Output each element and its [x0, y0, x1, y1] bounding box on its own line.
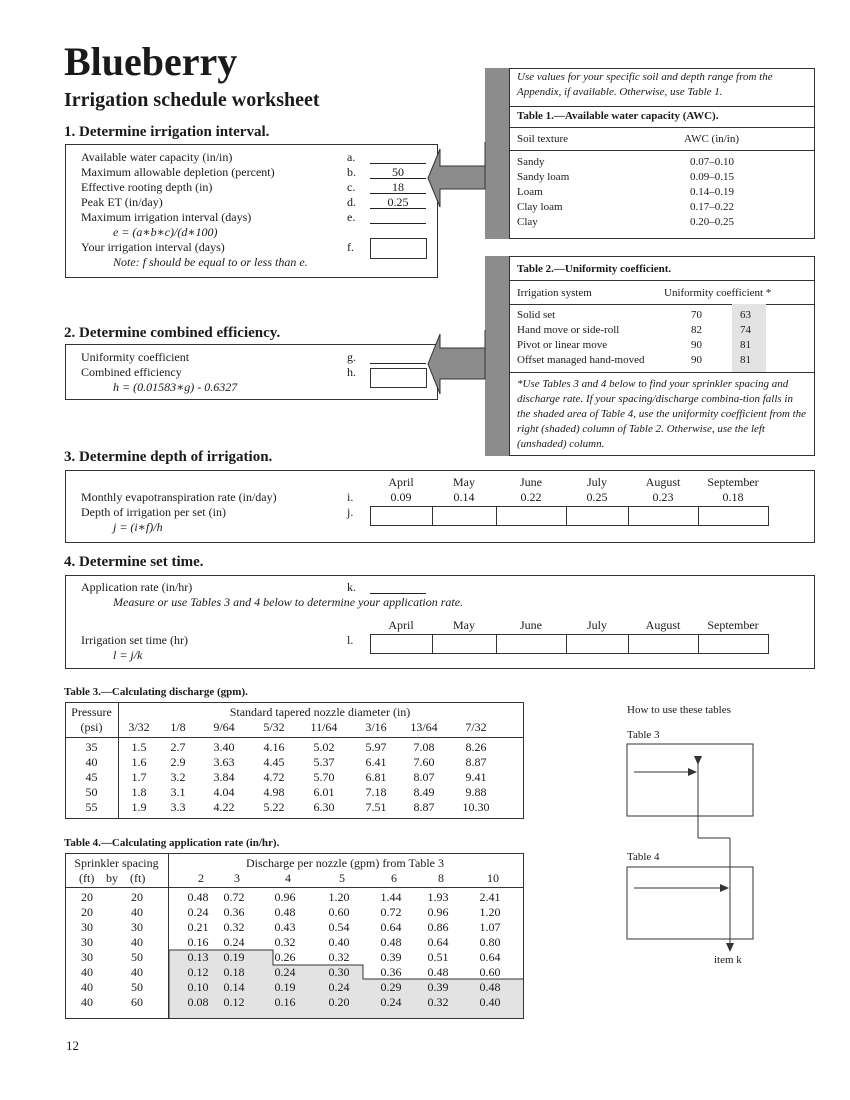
table3-cell: 9.41 [465, 770, 487, 784]
table3-cell: 5.22 [263, 800, 285, 814]
awc-letter: a. [347, 150, 356, 164]
et-value-june: 0.22 [520, 490, 542, 504]
discharge-10: 10 [487, 871, 499, 885]
uc-letter: g. [347, 350, 356, 364]
table4-cell: 0.12 [187, 965, 209, 979]
table4-cell: 0.10 [187, 980, 209, 994]
month-july: July [586, 475, 607, 489]
table4-cell: 0.32 [427, 995, 449, 1009]
table2-left: 90 [691, 354, 702, 366]
awc-label: Available water capacity (in/in) [81, 150, 233, 164]
table3-cell: 7.18 [365, 785, 387, 799]
table3-cell: 6.81 [365, 770, 387, 784]
table4-cell: 0.16 [274, 995, 296, 1009]
table3-cell: 3.63 [213, 755, 235, 769]
table4-cell: 0.60 [328, 905, 350, 919]
month-september: September [707, 618, 759, 632]
table1-soil: Loam [517, 186, 543, 198]
table4-spacing-b: 40 [131, 965, 143, 979]
month-july: July [586, 618, 607, 632]
table4-cell: 1.44 [380, 890, 402, 904]
table4-cell: 0.40 [328, 935, 350, 949]
mad-letter: b. [347, 165, 356, 179]
table4-cell: 0.72 [223, 890, 245, 904]
table4-spacing-b: 40 [131, 935, 143, 949]
table3-cell: 8.49 [413, 785, 435, 799]
month-august: August [645, 618, 681, 632]
month-may: May [453, 475, 475, 489]
table4-cell: 0.16 [187, 935, 209, 949]
table4-cell: 0.19 [274, 980, 296, 994]
table3-cell: 5.02 [313, 740, 335, 754]
table1-awc: 0.09–0.15 [690, 171, 734, 183]
max-interval-letter: e. [347, 210, 356, 224]
table3-cell: 3.84 [213, 770, 235, 784]
table3-cell: 1.8 [131, 785, 147, 799]
table4-cell: 0.36 [380, 965, 402, 979]
nozzle-1-8: 1/8 [170, 720, 186, 734]
table4-cell: 1.20 [328, 890, 350, 904]
table3-cell: 8.87 [465, 755, 487, 769]
table3-cell: 3.1 [170, 785, 186, 799]
table3-psi-cell: 55 [85, 800, 98, 814]
howto-title: How to use these tables [627, 704, 731, 716]
month-april: April [388, 618, 414, 632]
table3-nozzle-head: Standard tapered nozzle diameter (in) [229, 705, 411, 719]
depth-label: Depth of irrigation per set (in) [81, 505, 226, 519]
table2-system: Hand move or side-roll [517, 324, 620, 336]
nozzle-5-32: 5/32 [263, 720, 285, 734]
peak-et-letter: d. [347, 195, 356, 209]
table3-cell: 6.30 [313, 800, 335, 814]
table4-cell: 0.08 [187, 995, 209, 1009]
et-value-july: 0.25 [586, 490, 608, 504]
table2-left: 90 [691, 339, 702, 351]
table4-unit-by: by [106, 871, 118, 885]
table4-cell: 0.29 [380, 980, 402, 994]
table3-cell: 2.9 [170, 755, 186, 769]
table4-spacing-b: 40 [131, 905, 143, 919]
table2-system: Offset managed hand-moved [517, 354, 645, 366]
table4-cell: 0.39 [427, 980, 449, 994]
table3-cell: 7.08 [413, 740, 435, 754]
table3-cell: 4.04 [213, 785, 235, 799]
uc-label: Uniformity coefficient [81, 350, 190, 364]
table4-cell: 0.80 [479, 935, 501, 949]
page-title: Blueberry [64, 39, 238, 84]
et-value-may: 0.14 [453, 490, 475, 504]
table4-cell: 0.96 [427, 905, 449, 919]
table3-psi-cell: 50 [85, 785, 98, 799]
table4-cell: 0.86 [427, 920, 449, 934]
set-time-label: Irrigation set time (hr) [81, 633, 188, 647]
table3-cell: 10.30 [462, 800, 490, 814]
section4-heading: 4. Determine set time. [64, 554, 204, 570]
formula-j: j = (i∗f)/h [113, 520, 163, 534]
table4-cell: 0.51 [427, 950, 449, 964]
discharge-2: 2 [198, 871, 204, 885]
app-letter: k. [347, 580, 356, 594]
table3-title: Table 3.—Calculating discharge (gpm). [64, 686, 248, 698]
table3-cell: 3.3 [170, 800, 186, 814]
arrow-down-icon [694, 756, 702, 765]
table4-cell: 0.48 [274, 905, 296, 919]
howto-table3-label: Table 3 [627, 729, 660, 741]
howto-table3-box [627, 744, 753, 816]
nozzle-9-64: 9/64 [213, 720, 235, 734]
table4-title: Table 4.—Calculating application rate (in/hr). [64, 837, 280, 849]
month-june: June [520, 618, 542, 632]
table4-cell: 0.24 [274, 965, 296, 979]
set-time-letter: l. [347, 633, 354, 647]
table4-cell: 0.48 [427, 965, 449, 979]
table1-intro: Use values for your specific soil and depth range from the Appendix, if available. Otherwise, use Table 1. [517, 71, 773, 98]
table4-cell: 0.12 [223, 995, 245, 1009]
table4-cell: 0.48 [479, 980, 501, 994]
table3-psi-cell: 40 [85, 755, 98, 769]
table3-psi-cell: 35 [85, 740, 98, 754]
interval-note: Note: f should be equal to or less than e. [113, 255, 308, 269]
table4-cell: 0.24 [380, 995, 402, 1009]
table3-cell: 4.16 [263, 740, 285, 754]
table2-right: 74 [740, 324, 751, 336]
table4-cell: 0.36 [223, 905, 245, 919]
table4-spacing-a: 20 [81, 890, 93, 904]
table3-cell: 7.51 [365, 800, 387, 814]
table4-cell: 0.18 [223, 965, 245, 979]
table1-title: Table 1.—Available water capacity (AWC). [517, 110, 719, 122]
table3-cell: 8.26 [465, 740, 487, 754]
table4-spacing-a: 40 [81, 980, 93, 994]
table3-cell: 9.88 [465, 785, 487, 799]
table4-cell: 1.93 [427, 890, 449, 904]
table2-footnote: *Use Tables 3 and 4 below to find your sprinkler spacing and discharge rate. If your spacing/discharge combina-tion falls in the shaded area of Table 4, use the uniformity coefficient from the right (shaded) column of Table 2. Otherwise, use the left (unshaded) column. [517, 378, 807, 450]
table4-spacing-b: 50 [131, 980, 143, 994]
month-june: June [520, 475, 542, 489]
table4-unit-ft-a: (ft) [79, 871, 95, 885]
table2-right: 63 [740, 309, 751, 321]
table2-title: Table 2.—Uniformity coefficient. [517, 263, 672, 275]
table2-left: 70 [691, 309, 702, 321]
nozzle-7-32: 7/32 [465, 720, 487, 734]
table3-cell: 4.98 [263, 785, 285, 799]
nozzle-11-64: 11/64 [310, 720, 338, 734]
table2-col-uc: Uniformity coefficient * [664, 287, 772, 299]
interval-letter: f. [347, 240, 354, 254]
table1-awc: 0.17–0.22 [690, 201, 734, 213]
table4-spacing-b: 20 [131, 890, 143, 904]
table1-soil: Sandy loam [517, 171, 570, 183]
howto-item-label: item k [714, 954, 742, 966]
table4-cell: 0.32 [328, 950, 350, 964]
month-september: September [707, 475, 759, 489]
formula-h: h = (0.01583∗g) - 0.6327 [113, 380, 238, 394]
table1-col-awc: AWC (in/in) [684, 133, 740, 145]
table3-cell: 4.72 [263, 770, 285, 784]
table4-cell: 0.64 [427, 935, 449, 949]
rooting-letter: c. [347, 180, 356, 194]
section2-heading: 2. Determine combined efficiency. [64, 325, 281, 341]
table4-cell: 0.54 [328, 920, 350, 934]
mad-label: Maximum allowable depletion (percent) [81, 165, 275, 179]
table2-right: 81 [740, 339, 751, 351]
table4-cell: 0.60 [479, 965, 501, 979]
table3-cell: 8.87 [413, 800, 435, 814]
max-interval-label: Maximum irrigation interval (days) [81, 210, 252, 224]
et-value-april: 0.09 [390, 490, 412, 504]
table4-cell: 0.24 [223, 935, 245, 949]
table4-cell: 0.13 [187, 950, 209, 964]
table3-cell: 6.01 [313, 785, 335, 799]
table4-cell: 0.30 [328, 965, 350, 979]
table4-discharge-head: Discharge per nozzle (gpm) from Table 3 [246, 856, 444, 870]
table4-cell: 0.96 [274, 890, 296, 904]
table4-spacing-a: 40 [81, 965, 93, 979]
table1-awc: 0.20–0.25 [690, 216, 734, 228]
page-number: 12 [66, 1038, 79, 1053]
table2-system: Pivot or linear move [517, 339, 608, 351]
month-may: May [453, 618, 475, 632]
section1-heading: 1. Determine irrigation interval. [64, 124, 270, 140]
table4-spacing-a: 30 [81, 920, 93, 934]
table4-cell: 0.39 [380, 950, 402, 964]
table3-cell: 8.07 [413, 770, 435, 784]
table3-cell: 7.60 [413, 755, 435, 769]
table4-spacing-b: 60 [131, 995, 143, 1009]
table3-pressure-label: Pressure [71, 705, 112, 719]
ce-label: Combined efficiency [81, 365, 182, 379]
nozzle-3-32: 3/32 [128, 720, 150, 734]
mad-field[interactable]: 50 [370, 165, 426, 179]
discharge-5: 5 [339, 871, 345, 885]
arrow-right-icon [720, 884, 729, 892]
table3-cell: 1.6 [131, 755, 147, 769]
table4-cell: 0.43 [274, 920, 296, 934]
table3-psi-cell: 45 [85, 770, 98, 784]
table4-spacing-a: 20 [81, 905, 93, 919]
table4-cell: 0.24 [187, 905, 209, 919]
table2-system: Solid set [517, 309, 556, 321]
rooting-label: Effective rooting depth (in) [81, 180, 213, 194]
depth-letter: j. [347, 505, 354, 519]
table4-cell: 0.20 [328, 995, 350, 1009]
table1-col-soil: Soil texture [517, 133, 569, 145]
table1-awc: 0.14–0.19 [690, 186, 734, 198]
table4-cell: 0.26 [274, 950, 296, 964]
table4-spacing-b: 30 [131, 920, 143, 934]
table4-spacing-b: 50 [131, 950, 143, 964]
page-subtitle: Irrigation schedule worksheet [64, 89, 320, 111]
nozzle-3-16: 3/16 [365, 720, 387, 734]
table2-right: 81 [740, 354, 751, 366]
formula-e: e = (a∗b∗c)/(d∗100) [113, 225, 218, 239]
table4-cell: 0.40 [479, 995, 501, 1009]
table4-spacing-a: 30 [81, 950, 93, 964]
table4-cell: 0.32 [223, 920, 245, 934]
table3-cell: 2.7 [170, 740, 186, 754]
table3-cell: 5.70 [313, 770, 335, 784]
table4-cell: 0.14 [223, 980, 245, 994]
month-april: April [388, 475, 414, 489]
section3-heading: 3. Determine depth of irrigation. [64, 449, 273, 465]
et-value-september: 0.18 [722, 490, 744, 504]
et-label: Monthly evapotranspiration rate (in/day) [81, 490, 277, 504]
peak-et-field[interactable]: 0.25 [370, 195, 426, 209]
rooting-field[interactable]: 18 [370, 180, 426, 194]
table1-soil: Clay loam [517, 201, 563, 213]
table3-cell: 4.22 [213, 800, 235, 814]
table4-cell: 0.21 [187, 920, 209, 934]
table4-cell: 0.48 [380, 935, 402, 949]
app-label: Application rate (in/hr) [81, 580, 193, 594]
table4-spacing-a: 30 [81, 935, 93, 949]
table2-left: 82 [691, 324, 702, 336]
table4-unit-ft-b: (ft) [130, 871, 146, 885]
et-value-august: 0.23 [652, 490, 674, 504]
arrow-right-icon [688, 768, 697, 776]
table3-cell: 6.41 [365, 755, 387, 769]
howto-table4-label: Table 4 [627, 851, 660, 863]
table4-cell: 1.20 [479, 905, 501, 919]
interval-label: Your irrigation interval (days) [81, 240, 225, 254]
table4-cell: 2.41 [479, 890, 501, 904]
discharge-4: 4 [285, 871, 291, 885]
table3-psi-label: (psi) [80, 720, 103, 734]
formula-l: l = j/k [113, 648, 143, 662]
table1-awc: 0.07–0.10 [690, 156, 734, 168]
table4-cell: 0.19 [223, 950, 245, 964]
table3-cell: 3.2 [170, 770, 186, 784]
discharge-3: 3 [234, 871, 240, 885]
nozzle-13-64: 13/64 [410, 720, 438, 734]
peak-et-label: Peak ET (in/day) [81, 195, 163, 209]
table4-cell: 0.48 [187, 890, 209, 904]
table3-cell: 1.9 [131, 800, 147, 814]
ce-letter: h. [347, 365, 356, 379]
arrow-down-icon [726, 943, 734, 952]
table3-cell: 3.40 [213, 740, 235, 754]
month-august: August [645, 475, 681, 489]
howto-table4-box [627, 867, 753, 939]
table4-cell: 1.07 [479, 920, 501, 934]
app-note: Measure or use Tables 3 and 4 below to determine your application rate. [113, 595, 464, 609]
table4-cell: 0.64 [380, 920, 402, 934]
table4-cell: 0.32 [274, 935, 296, 949]
table4-cell: 0.72 [380, 905, 402, 919]
table4-spacing-a: 40 [81, 995, 93, 1009]
table4-cell: 0.24 [328, 980, 350, 994]
et-letter: i. [347, 490, 354, 504]
table3-cell: 1.5 [131, 740, 147, 754]
table4-spacing-label: Sprinkler spacing [74, 856, 159, 870]
discharge-6: 6 [391, 871, 397, 885]
table1-soil: Clay [517, 216, 538, 228]
table3-cell: 5.97 [365, 740, 387, 754]
table4-cell: 0.64 [479, 950, 501, 964]
table2-col-system: Irrigation system [517, 287, 592, 299]
table3-cell: 1.7 [131, 770, 147, 784]
table3-cell: 5.37 [313, 755, 335, 769]
discharge-8: 8 [438, 871, 444, 885]
table1-soil: Sandy [517, 156, 545, 168]
table3-cell: 4.45 [263, 755, 285, 769]
